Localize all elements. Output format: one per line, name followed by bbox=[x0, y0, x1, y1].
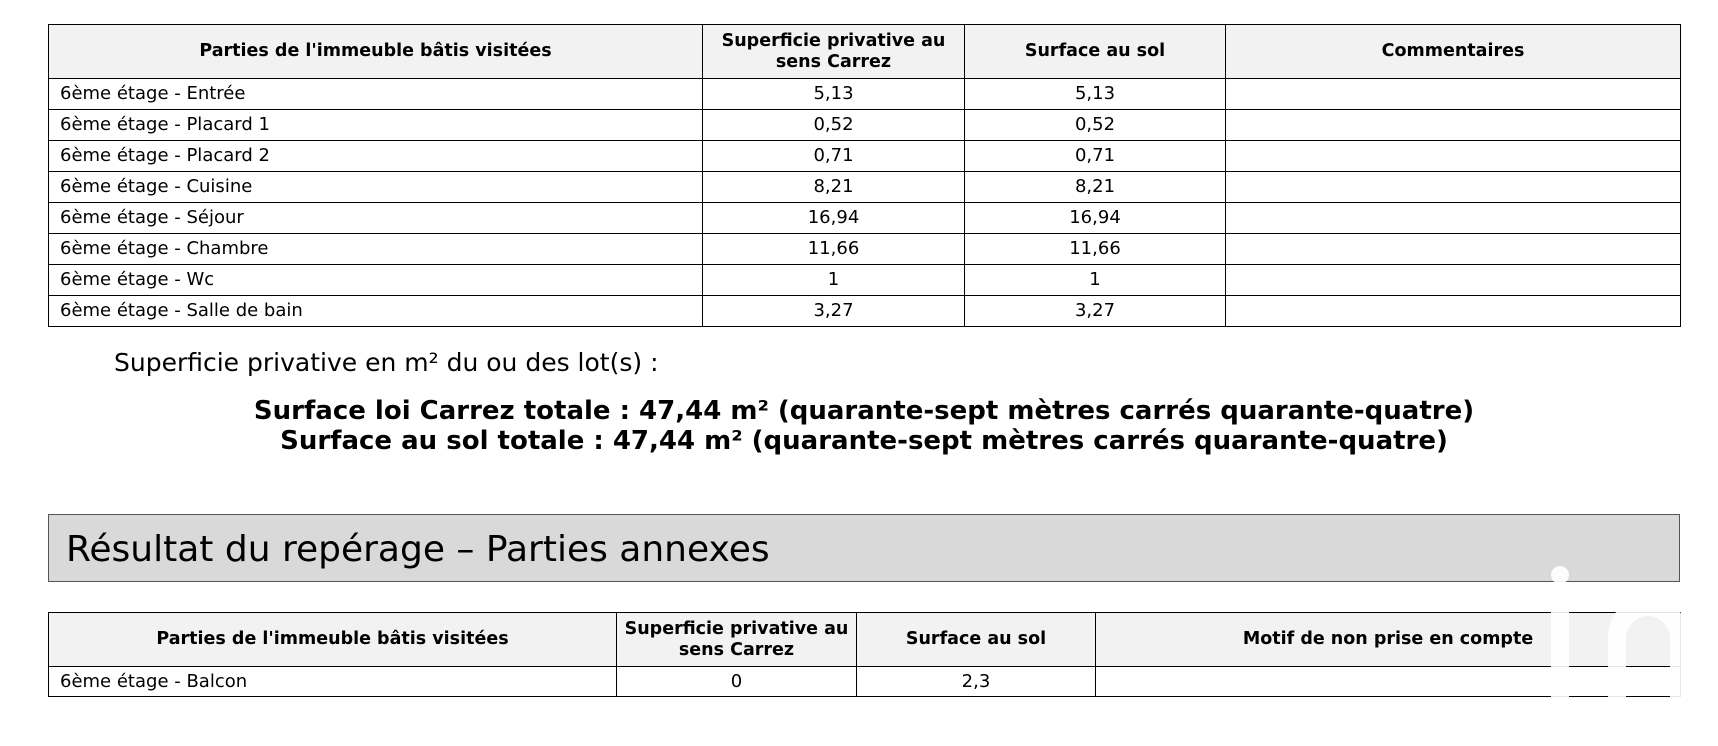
room-name: 6ème étage - Placard 1 bbox=[49, 110, 703, 141]
comment-cell bbox=[1226, 234, 1681, 265]
header-surface-sol: Surface au sol bbox=[965, 25, 1226, 79]
comment-cell bbox=[1226, 141, 1681, 172]
sol-value: 1 bbox=[965, 265, 1226, 296]
table-row bbox=[49, 203, 1681, 234]
sol-value: 11,66 bbox=[965, 234, 1226, 265]
room-name: 6ème étage - Wc bbox=[49, 265, 703, 296]
header-carrez: Superficie privative au sens Carrez bbox=[703, 25, 965, 79]
header-parties: Parties de l'immeuble bâtis visitées bbox=[49, 613, 617, 667]
carrez-value: 16,94 bbox=[703, 203, 965, 234]
carrez-value: 5,13 bbox=[703, 79, 965, 110]
table-row bbox=[49, 141, 1681, 172]
surface-table bbox=[48, 24, 1681, 327]
header-motif: Motif de non prise en compte bbox=[1096, 613, 1681, 667]
section-title: Résultat du repérage – Parties annexes bbox=[66, 529, 770, 570]
header-parties: Parties de l'immeuble bâtis visitées bbox=[49, 25, 703, 79]
sol-value: 0,52 bbox=[965, 110, 1226, 141]
carrez-value: 11,66 bbox=[703, 234, 965, 265]
sol-value: 8,21 bbox=[965, 172, 1226, 203]
table-row bbox=[49, 296, 1681, 327]
room-name: 6ème étage - Salle de bain bbox=[49, 296, 703, 327]
table-row bbox=[49, 172, 1681, 203]
comment-cell bbox=[1226, 203, 1681, 234]
sol-value: 5,13 bbox=[965, 79, 1226, 110]
comment-cell bbox=[1226, 265, 1681, 296]
motif-cell bbox=[1096, 667, 1681, 697]
table-row bbox=[49, 110, 1681, 141]
section-header bbox=[48, 514, 1680, 582]
carrez-value: 0 bbox=[617, 667, 857, 697]
totals-block bbox=[48, 396, 1680, 456]
room-name: 6ème étage - Entrée bbox=[49, 79, 703, 110]
room-name: 6ème étage - Cuisine bbox=[49, 172, 703, 203]
comment-cell bbox=[1226, 79, 1681, 110]
table-row bbox=[49, 234, 1681, 265]
table-row bbox=[49, 79, 1681, 110]
comment-cell bbox=[1226, 110, 1681, 141]
comment-cell bbox=[1226, 296, 1681, 327]
sol-value: 0,71 bbox=[965, 141, 1226, 172]
carrez-total: Surface loi Carrez totale : 47,44 m² (quarante-sept mètres carrés quarante-quatre) bbox=[253, 396, 1475, 426]
room-name: 6ème étage - Chambre bbox=[49, 234, 703, 265]
room-name: 6ème étage - Balcon bbox=[49, 667, 617, 697]
carrez-value: 1 bbox=[703, 265, 965, 296]
table-header-row bbox=[49, 613, 1681, 667]
header-commentaires: Commentaires bbox=[1226, 25, 1681, 79]
room-name: 6ème étage - Séjour bbox=[49, 203, 703, 234]
carrez-value: 8,21 bbox=[703, 172, 965, 203]
table-row bbox=[49, 667, 1681, 697]
summary-intro: Superficie privative en m² du ou des lot(s) : bbox=[114, 348, 659, 377]
sol-value: 16,94 bbox=[965, 203, 1226, 234]
sol-total: Surface au sol totale : 47,44 m² (quarante-sept mètres carrés quarante-quatre) bbox=[280, 426, 1448, 456]
header-surface-sol: Surface au sol bbox=[857, 613, 1096, 667]
carrez-value: 0,71 bbox=[703, 141, 965, 172]
table-header-row bbox=[49, 25, 1681, 79]
carrez-value: 3,27 bbox=[703, 296, 965, 327]
header-carrez: Superficie privative au sens Carrez bbox=[617, 613, 857, 667]
annex-table bbox=[48, 612, 1681, 697]
sol-value: 2,3 bbox=[857, 667, 1096, 697]
carrez-value: 0,52 bbox=[703, 110, 965, 141]
comment-cell bbox=[1226, 172, 1681, 203]
table-row bbox=[49, 265, 1681, 296]
sol-value: 3,27 bbox=[965, 296, 1226, 327]
room-name: 6ème étage - Placard 2 bbox=[49, 141, 703, 172]
